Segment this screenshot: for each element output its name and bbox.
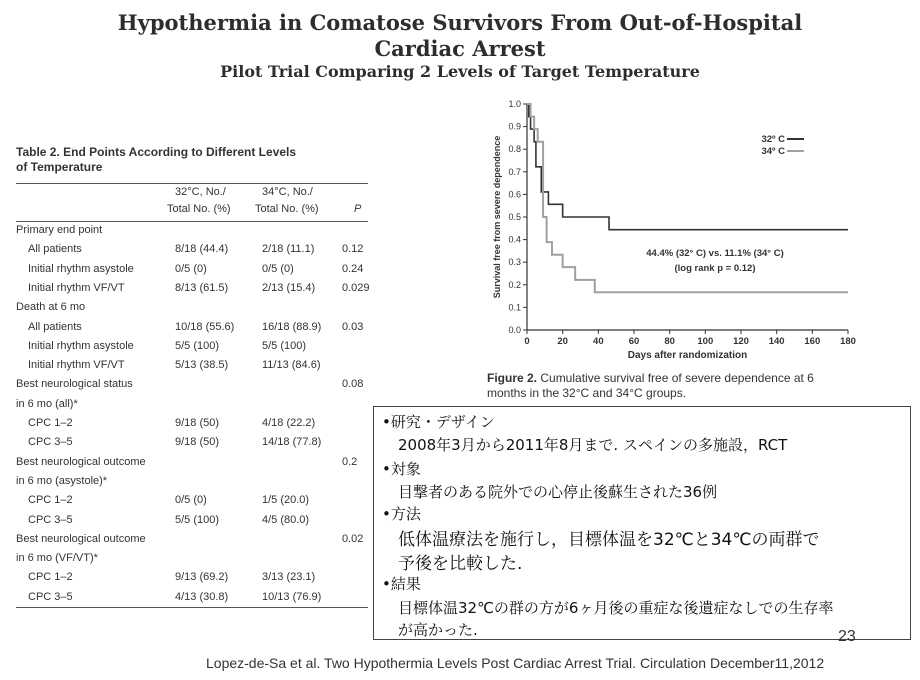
y-tick-label: 0.7 <box>508 166 521 177</box>
cell-32c: 8/18 (44.4) <box>175 243 229 256</box>
table-row <box>0 494 370 512</box>
result-heading: •結果 <box>382 575 421 593</box>
result-text-line1: 目標体温32℃の群の方が6ヶ月後の重症な後遺症なしでの生存率 <box>398 599 834 617</box>
slide-title-line2: Cardiac Arrest <box>374 36 546 61</box>
cell-32c: 8/13 (61.5) <box>175 281 229 294</box>
figure-caption-line2: months in the 32°C and 34°C groups. <box>487 386 687 400</box>
design-heading: •研究・デザイン <box>382 413 495 431</box>
x-tick-label: 100 <box>697 336 714 347</box>
cell-32c: 10/18 (55.6) <box>175 320 235 333</box>
slide-title-line1: Hypothermia in Comatose Survivors From Out-of-Hospital <box>117 10 803 35</box>
y-tick-label: 0.5 <box>508 212 521 222</box>
x-tick-label: 120 <box>733 336 749 347</box>
table-row <box>0 475 370 493</box>
cell-32c: 9/18 (50) <box>175 436 220 449</box>
x-tick-label: 180 <box>840 336 856 347</box>
table-header-rule <box>16 221 368 222</box>
row-label: Initial rhythm VF/VT <box>28 359 125 372</box>
figure-caption-line1 <box>487 371 867 386</box>
y-tick-label: 0.9 <box>508 121 521 132</box>
cell-34c: 10/13 (76.9) <box>262 590 322 603</box>
figure-caption-text: Cumulative survival free of severe dependence at 6 <box>537 371 814 385</box>
table-row <box>0 436 370 454</box>
cell-32c: 9/18 (50) <box>175 417 220 429</box>
row-label: Initial rhythm asystole <box>28 262 134 275</box>
col-34-header-line1: 34°C, No./ <box>262 186 313 198</box>
cell-32c: 4/13 (30.8) <box>175 590 229 603</box>
design-text: 2008年3月から2011年8月まで. スペインの多施設，RCT <box>398 436 788 454</box>
table-header-row2 <box>0 203 370 221</box>
row-label: CPC 3–5 <box>28 513 73 526</box>
row-label: CPC 3–5 <box>28 436 73 449</box>
row-label: Initial rhythm VF/VT <box>28 281 125 294</box>
cell-34c: 4/5 (80.0) <box>262 513 310 526</box>
figure-label: Figure 2. <box>487 371 538 385</box>
table-row <box>0 571 370 589</box>
row-label: All patients <box>28 320 82 333</box>
subjects-text: 目撃者のある院外での心停止後蘇生された36例 <box>398 483 718 501</box>
row-label: CPC 1–2 <box>28 571 73 584</box>
col-32-header-line2: Total No. (%) <box>167 203 231 215</box>
table-row <box>0 243 370 261</box>
cell-34c: 1/5 (20.0) <box>262 494 310 507</box>
row-label: Best neurological status <box>16 378 133 391</box>
table-row <box>0 282 370 300</box>
y-tick-label: 0.4 <box>508 234 521 245</box>
row-label: CPC 3–5 <box>28 590 73 603</box>
cell-p-value: 0.02 <box>342 532 364 545</box>
cell-34c: 5/5 (100) <box>262 339 307 352</box>
cell-32c: 9/13 (69.2) <box>175 571 229 584</box>
col-32-header-line1: 32°C, No./ <box>175 186 226 198</box>
y-tick-label: 0.2 <box>508 279 521 290</box>
row-label: in 6 mo (asystole)* <box>16 474 108 487</box>
row-label: in 6 mo (all)* <box>16 397 78 410</box>
table-row <box>0 552 370 570</box>
result-text-line2: が高かった. <box>398 621 478 639</box>
legend-label: 32º C <box>761 134 785 145</box>
legend-label: 34º C <box>761 146 785 157</box>
subjects-heading: •対象 <box>382 460 421 478</box>
method-heading: •方法 <box>382 505 421 523</box>
table-row <box>0 359 370 377</box>
table-caption-line2: of Temperature <box>16 160 103 174</box>
cell-34c: 2/13 (15.4) <box>262 281 316 294</box>
table-row <box>0 533 370 551</box>
cell-34c: 2/18 (11.1) <box>262 243 315 256</box>
cell-p-value: 0.08 <box>342 378 364 391</box>
table-row <box>0 456 370 474</box>
x-tick-label: 20 <box>557 336 568 347</box>
x-tick-label: 160 <box>804 336 821 347</box>
x-tick-label: 140 <box>768 336 785 347</box>
x-tick-label: 80 <box>664 336 675 347</box>
x-tick-label: 40 <box>593 336 604 347</box>
cell-32c: 0/5 (0) <box>175 494 207 507</box>
table-caption <box>16 145 356 175</box>
cell-p-value: 0.03 <box>342 320 364 333</box>
table-row <box>0 301 370 319</box>
row-label: Initial rhythm asystole <box>28 339 134 352</box>
cell-32c: 5/5 (100) <box>175 339 220 352</box>
table-row <box>0 263 370 281</box>
table-row <box>0 398 370 416</box>
x-axis-label: Days after randomization <box>627 350 748 361</box>
row-label: CPC 1–2 <box>28 494 73 507</box>
slide-subtitle: Pilot Trial Comparing 2 Levels of Target Temperature <box>220 62 700 81</box>
table-row <box>0 514 370 532</box>
col-34-header-line2: Total No. (%) <box>255 203 319 215</box>
cell-34c: 4/18 (22.2) <box>262 417 316 429</box>
col-p-header: P <box>354 203 362 215</box>
row-label: in 6 mo (VF/VT)* <box>16 552 98 565</box>
y-tick-label: 0.1 <box>508 302 521 313</box>
table-top-rule <box>16 183 368 184</box>
y-tick-label: 0.8 <box>508 144 521 155</box>
cell-p-value: 0.24 <box>342 262 364 275</box>
table-bottom-rule <box>16 607 368 608</box>
y-tick-label: 0.0 <box>508 325 521 335</box>
cell-34c: 0/5 (0) <box>262 262 294 275</box>
method-text-line2: 予後を比較した. <box>398 554 523 574</box>
method-text-line1: 低体温療法を施行し，目標体温を32℃と34℃の両群で <box>398 530 820 550</box>
cell-32c: 5/5 (100) <box>175 513 220 526</box>
cell-p-value: 0.2 <box>342 455 358 468</box>
table-row <box>0 591 370 609</box>
row-label: CPC 1–2 <box>28 417 73 429</box>
row-label: Death at 6 mo <box>16 301 86 314</box>
table-row <box>0 224 370 242</box>
table-row <box>0 340 370 358</box>
table-caption-line1: Table 2. End Points According to Different Levels <box>16 145 297 159</box>
chart-annotation-line2: (log rank p = 0.12) <box>674 263 756 274</box>
cell-p-value: 0.029 <box>342 281 370 294</box>
cell-34c: 3/13 (23.1) <box>262 571 316 584</box>
y-axis-label: Survival free from severe dependence <box>492 135 502 299</box>
chart-annotation-line1: 44.4% (32° C) vs. 11.1% (34° C) <box>646 248 784 259</box>
y-tick-label: 1.0 <box>508 99 521 109</box>
figure-caption <box>487 371 867 401</box>
table-row <box>0 378 370 396</box>
table-row <box>0 417 370 435</box>
row-label: All patients <box>28 243 82 256</box>
citation: Lopez-de-Sa et al. Two Hypothermia Levels Post Cardiac Arrest Trial. Circulation December11,2012 <box>206 655 825 671</box>
row-label: Primary end point <box>16 224 103 236</box>
y-tick-label: 0.6 <box>508 189 521 200</box>
table-header-row1 <box>0 186 370 204</box>
cell-34c: 14/18 (77.8) <box>262 436 322 449</box>
cell-32c: 0/5 (0) <box>175 262 207 275</box>
survival-chart <box>488 96 860 366</box>
summary-box <box>373 406 911 640</box>
cell-p-value: 0.12 <box>342 243 364 256</box>
table-row <box>0 321 370 339</box>
cell-34c: 11/13 (84.6) <box>262 359 321 372</box>
cell-34c: 16/18 (88.9) <box>262 320 322 333</box>
x-tick-label: 60 <box>628 336 640 347</box>
cell-32c: 5/13 (38.5) <box>175 359 229 372</box>
y-tick-label: 0.3 <box>508 257 521 268</box>
row-label: Best neurological outcome <box>16 455 146 468</box>
series-line-32c <box>527 104 848 230</box>
x-tick-label: 0 <box>524 336 530 347</box>
row-label: Best neurological outcome <box>16 532 146 545</box>
page-number: 23 <box>838 628 856 645</box>
